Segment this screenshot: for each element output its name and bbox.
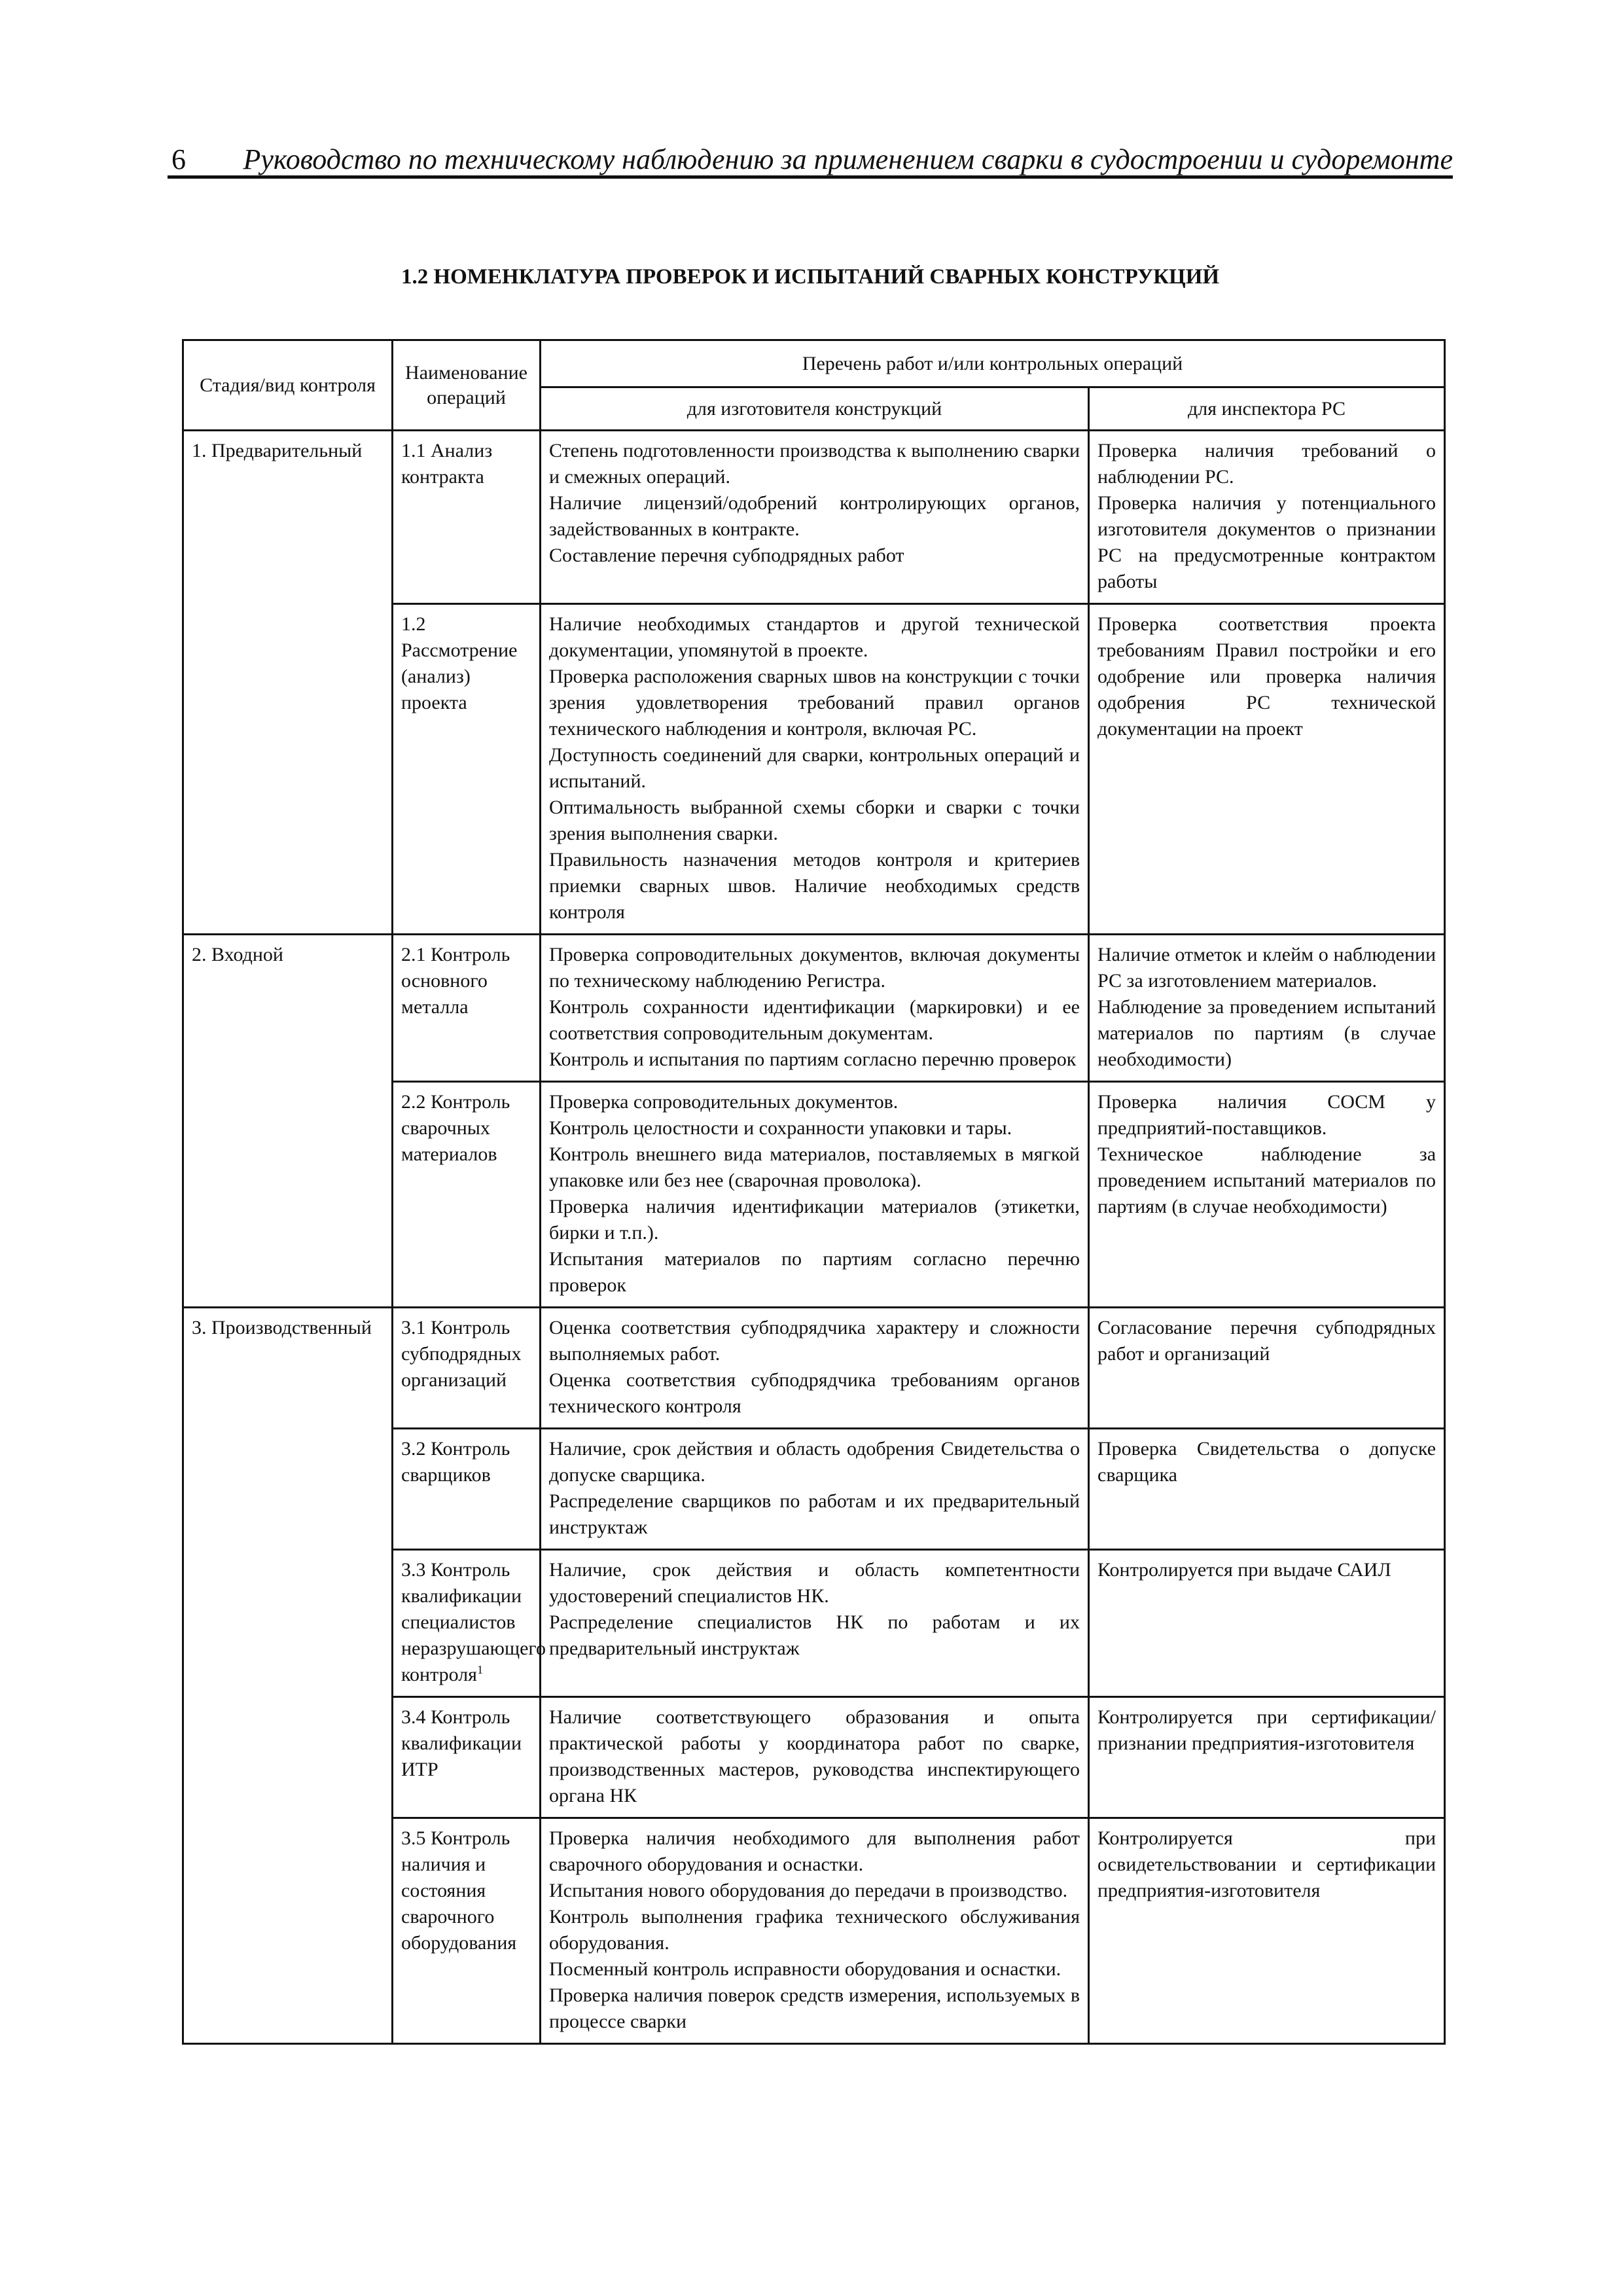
manufacturer-item: Контроль внешнего вида материалов, поставляемых в мягкой упаковке или без нее (сварочная проволока). [549, 1143, 1080, 1191]
manufacturer-item: Проверка расположения сварных швов на конструкции с точки зрения удовлетворения требований правил органов технического наблюдения и контроля, включая РС. [549, 666, 1080, 740]
manufacturer-item: Оценка соответствия субподрядчика требованиям органов технического контроля [549, 1369, 1080, 1417]
running-title: Руководство по техническому наблюдению за применением сварки в судостроении и судоремонте [243, 143, 1453, 175]
manufacturer-item: Проверка наличия поверок средств измерения, используемых в процессе сварки [549, 1984, 1080, 2032]
manufacturer-cell [541, 1818, 1089, 2044]
inspection-table [182, 339, 1446, 2045]
inspector-item: Техническое наблюдение за проведением испытаний материалов по партиям (в случае необходимости) [1097, 1143, 1436, 1217]
section-title: 1.2 НОМЕНКЛАТУРА ПРОВЕРОК И ИСПЫТАНИЙ СВАРНЫХ КОНСТРУКЦИЙ [401, 265, 1220, 289]
inspector-item: Контролируется при освидетельствовании и сертификации предприятия-изготовителя [1097, 1827, 1436, 1901]
manufacturer-item: Проверка наличия идентификации материалов (этикетки, бирки и т.п.). [549, 1196, 1080, 1244]
manufacturer-item: Проверка наличия необходимого для выполнения работ сварочного оборудования и оснастки. [549, 1827, 1080, 1875]
operation-cell [393, 935, 541, 1082]
inspector-item: Проверка наличия требований о наблюдении РС. [1097, 440, 1436, 488]
inspector-item: Наблюдение за проведением испытаний материалов по партиям (в случае необходимости) [1097, 996, 1436, 1070]
operation-cell [393, 431, 541, 604]
manufacturer-item: Распределение сварщиков по работам и их предварительный инструктаж [549, 1490, 1080, 1538]
operation-cell [393, 1082, 541, 1308]
inspector-cell [1089, 1697, 1445, 1818]
manufacturer-cell [541, 1429, 1089, 1550]
header-manufacturer: для изготовителя конструкций [541, 387, 1089, 431]
manufacturer-cell [541, 1697, 1089, 1818]
manufacturer-item: Наличие лицензий/одобрений контролирующих органов, задействованных в контракте. [549, 492, 1080, 540]
stage-cell: 1. Предварительный [183, 431, 393, 935]
stage-cell: 3. Производственный [183, 1308, 393, 2044]
footnote-marker: 1 [476, 1663, 483, 1676]
header-stage: Стадия/вид контроля [183, 340, 393, 431]
inspector-cell [1089, 1082, 1445, 1308]
inspector-cell [1089, 935, 1445, 1082]
operation-name: 3.1 Контроль субподрядных организаций [401, 1317, 522, 1391]
inspector-item: Согласование перечня субподрядных работ и организаций [1097, 1317, 1436, 1365]
manufacturer-cell [541, 1308, 1089, 1429]
page-header [168, 143, 1453, 179]
operation-name: 1.1 Анализ контракта [401, 440, 493, 488]
manufacturer-cell [541, 604, 1089, 935]
inspector-cell [1089, 431, 1445, 604]
operation-name: 2.1 Контроль основного металла [401, 944, 510, 1018]
operation-name: 3.3 Контроль квалификации специалистов неразрушающего контроля [401, 1559, 546, 1685]
inspector-item: Проверка наличия у потенциального изготовителя документов о признании РС на предусмотренные контрактом работы [1097, 492, 1436, 592]
manufacturer-item: Составление перечня субподрядных работ [549, 545, 904, 566]
header-rule [168, 175, 1453, 179]
manufacturer-item: Наличие, срок действия и область одобрения Свидетельства о допуске сварщика. [549, 1438, 1080, 1486]
operation-cell [393, 1429, 541, 1550]
manufacturer-item: Степень подготовленности производства к выполнению сварки и смежных операций. [549, 440, 1080, 488]
manufacturer-item: Контроль сохранности идентификации (маркировки) и ее соответствия сопроводительным документам. [549, 996, 1080, 1044]
inspector-cell [1089, 1429, 1445, 1550]
inspector-cell [1089, 1550, 1445, 1697]
header-works: Перечень работ и/или контрольных операций [541, 340, 1445, 387]
manufacturer-cell [541, 935, 1089, 1082]
header-inspector: для инспектора РС [1089, 387, 1445, 431]
manufacturer-cell [541, 1082, 1089, 1308]
operation-cell [393, 604, 541, 935]
manufacturer-item: Наличие соответствующего образования и опыта практической работы у координатора работ по сварке, производственных мастеров, руководства инспектирующего органа НК [549, 1706, 1080, 1806]
header-operation: Наименование операций [393, 340, 541, 431]
manufacturer-item: Проверка сопроводительных документов, включая документы по техническому наблюдению Регистра. [549, 944, 1080, 992]
inspector-item: Проверка соответствия проекта требованиям Правил постройки и его одобрение или проверка наличия одобрения РС технической документации на проект [1097, 613, 1436, 740]
manufacturer-item: Доступность соединений для сварки, контрольных операций и испытаний. [549, 744, 1080, 792]
inspector-item: Контролируется при сертификации/признании предприятия-изготовителя [1097, 1706, 1436, 1754]
operation-name: 1.2 Рассмотрение (анализ) проекта [401, 613, 518, 713]
manufacturer-item: Контроль и испытания по партиям согласно перечню проверок [549, 1049, 1077, 1070]
operation-cell [393, 1818, 541, 2044]
operation-cell [393, 1550, 546, 1697]
stage-cell: 2. Входной [183, 935, 393, 1308]
operation-name: 2.2 Контроль сварочных материалов [401, 1091, 510, 1165]
inspector-item: Контролируется при выдаче САИЛ [1097, 1559, 1391, 1581]
inspector-item: Наличие отметок и клейм о наблюдении РС за изготовлением материалов. [1097, 944, 1436, 992]
manufacturer-item: Посменный контроль исправности оборудования и оснастки. [549, 1958, 1061, 1980]
manufacturer-item: Распределение специалистов НК по работам и их предварительный инструктаж [549, 1611, 1080, 1659]
manufacturer-item: Оценка соответствия субподрядчика характеру и сложности выполняемых работ. [549, 1317, 1080, 1365]
operation-cell [393, 1697, 541, 1818]
page-number: 6 [171, 143, 186, 175]
table-body [183, 431, 1445, 2044]
inspector-item: Проверка Свидетельства о допуске сварщика [1097, 1438, 1436, 1486]
operation-name: 3.2 Контроль сварщиков [401, 1438, 510, 1486]
inspector-cell [1089, 604, 1445, 935]
manufacturer-item: Правильность назначения методов контроля и критериев приемки сварных швов. Наличие необходимых средств контроля [549, 849, 1080, 923]
manufacturer-item: Контроль целостности и сохранности упаковки и тары. [549, 1117, 1012, 1139]
manufacturer-item: Оптимальность выбранной схемы сборки и сварки с точки зрения выполнения сварки. [549, 797, 1080, 844]
table-row [183, 431, 1445, 604]
table-row [183, 935, 1445, 1082]
operation-name: 3.5 Контроль наличия и состояния сварочного оборудования [401, 1827, 517, 1954]
manufacturer-item: Наличие необходимых стандартов и другой технической документации, упомянутой в проекте. [549, 613, 1080, 661]
manufacturer-cell [541, 1550, 1089, 1697]
manufacturer-cell [541, 431, 1089, 604]
manufacturer-item: Испытания материалов по партиям согласно перечню проверок [549, 1248, 1080, 1296]
manufacturer-item: Контроль выполнения графика технического обслуживания оборудования. [549, 1906, 1080, 1954]
operation-name: 3.4 Контроль квалификации ИТР [401, 1706, 522, 1780]
operation-cell [393, 1308, 541, 1429]
table-row [183, 1308, 1445, 1429]
manufacturer-item: Проверка сопроводительных документов. [549, 1091, 899, 1113]
manufacturer-item: Наличие, срок действия и область компетентности удостоверений специалистов НК. [549, 1559, 1080, 1607]
inspector-cell [1089, 1818, 1445, 2044]
manufacturer-item: Испытания нового оборудования до передачи в производство. [549, 1880, 1068, 1901]
inspector-cell [1089, 1308, 1445, 1429]
inspector-item: Проверка наличия СОСМ у предприятий-поставщиков. [1097, 1091, 1436, 1139]
